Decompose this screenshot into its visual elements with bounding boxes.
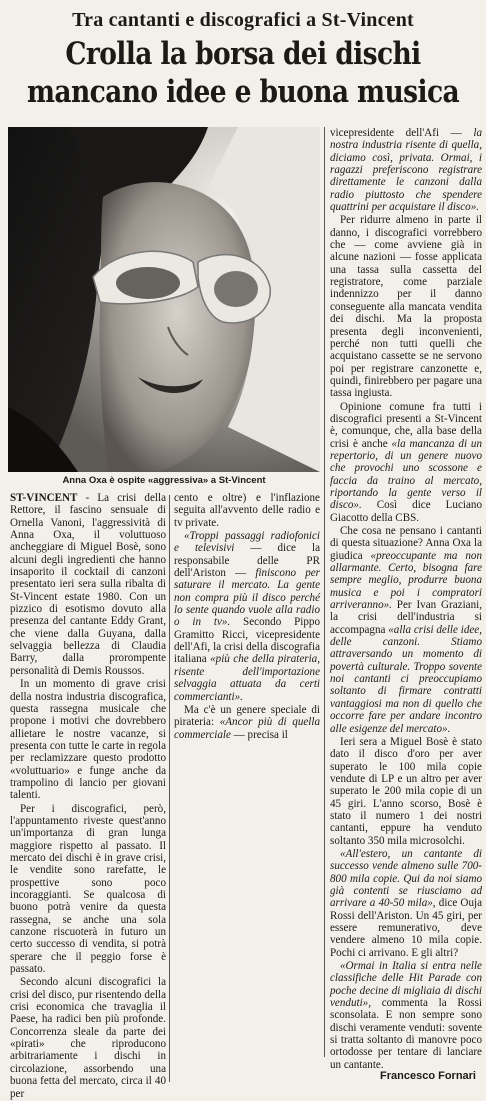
article-kicker: Tra cantanti e discografici a St-Vincent: [72, 9, 414, 31]
paragraph: [330, 525, 482, 735]
quote-text: «più che della pirateria, risente dell'importazione selvaggia attuata da certi commercianti».: [174, 653, 320, 703]
quote-text: finiscono per saturare il mercato. La gente non compra più il disco perché lo sente quando vuole alla radio o in tv».: [174, 567, 320, 629]
headline-line-2: mancano idee e buona musica: [26, 73, 460, 111]
paragraph: [174, 704, 320, 741]
photo-caption: Anna Oxa è ospite «aggressiva» a St-Vincent: [8, 472, 320, 490]
paragraph: [330, 127, 482, 213]
article-column-3: [330, 127, 482, 1072]
article-column-1: [10, 492, 166, 1101]
paragraph: Per ridurre almeno in parte il danno, i discografici vorrebbero che — come avviene già in alcune nazioni — fosse applicata una tassa sulla cassetta del registratore, come parziale indennizzo per il danno conseguente alla mancata vendita dei dischi. Ma la proposta presenta degli inconvenienti, perché non tutti quelli che acquistano cassette se ne servono poi per registrare canzonette e, quindi, finirebbero per pagare una tassa ingiusta.: [330, 214, 482, 400]
paragraph-text: dice Ouja Rossi dell'Ariston. Un 45 giri, per essere remunerativo, deve vendere almeno 10 mila copie. Pochi ci arrivano. E gli altri?: [330, 897, 483, 959]
paragraph: [330, 848, 482, 959]
paragraph-text: Così dice Luciano Giacotto della CBS.: [330, 499, 482, 524]
paragraph: Per i discografici, però, l'appuntamento riveste quest'anno un'importanza di gran lunga maggiore rispetto al passato. Il mercato dei dischi è in grave crisi, le vendite sono rarefatte, le prospettive sono poco incoraggianti. Se qualcosa di buono potrà venire da questa rassegna, se anche una sola canzone riscuoterà in futuro un certo successo di vendita, si potrà sperare che il peggio forse è passato.: [10, 802, 166, 976]
paragraph: [330, 401, 482, 524]
headline-block: [10, 32, 476, 124]
portrait-photo: [8, 127, 320, 472]
paragraph-text: Opinione comune fra tutti i discografici presenti a St-Vincent è, comunque, che, alla base della crisi è anche: [330, 400, 482, 450]
article-body: [8, 127, 483, 1100]
quote-text: la nostra industria risente di quella, diciamo così, privata. Ormai, i ragazzi preferiscono registrare direttamente le canzoni dalla radio piuttosto che spendere quattrini per acquistare il disco».: [330, 127, 482, 214]
author-byline: Francesco Fornari: [380, 1070, 476, 1082]
paragraph-text: Secondo Pippo Gramitto Ricci, vicepresidente dell'Afi, la crisi della discografia italiana: [174, 616, 320, 666]
paragraph: [10, 492, 166, 677]
quote-text: «All'estero, un cantante di successo vende almeno sulle 700-800 mila copie. Qui da noi siamo già contenti se riusciamo ad arrivare a 40-50 mila»,: [330, 847, 482, 910]
paragraph-text: - La crisi della Rettore, il fascino sensuale di Ornella Vanoni, l'aggressività di Anna Oxa, il voluttuoso ancheggiare di Miguel Bosè, sono alcuni degli ingredienti che hanno insaporito il cocktail di canzoni presentato ieri sera sulla ribalta di St-Vincent estate 1980. Con un pizzico di esotismo dovuto alla presenza del cantante Eddy Grant, che viene dalla Guyana, dalla selvaggia bellezza di Claudia Barry, dalla prorompente personalità di Demis Roussos.: [10, 492, 166, 677]
paragraph-text: Per Ivan Graziani, la crisi dell'industria si accompagna: [330, 599, 482, 636]
photo-sunglasses-icon: [8, 127, 320, 472]
paragraph-text: — dice la responsabile delle PR dell'Ariston —: [174, 542, 320, 580]
quote-text: «Ancor più di quella commerciale: [174, 716, 321, 741]
paragraph-text: Ma c'è un genere speciale di pirateria:: [174, 703, 320, 729]
paragraph: Ieri sera a Miguel Bosè è stato dato il disco d'oro per aver superato le 100 mila copie vendute di LP e un altro per aver superato le 200 mila copie di un 45 giri. L'anno scorso, Bosè è stato il numero 1 dei nostri cantanti, eppure ha venduto soltanto 350 mila microsolchi.: [330, 735, 482, 847]
dateline: ST-VINCENT: [10, 492, 78, 504]
paragraph: cento e oltre) e l'inflazione seguita all'avvento delle radio e tv private.: [174, 492, 320, 529]
quote-text: «Ormai in Italia si entra nelle classifiche delle Hit Parade con poche decine di migliaia di dischi venduti»,: [330, 960, 482, 1010]
paragraph-text: — precisa il: [230, 728, 288, 741]
paragraph: In un momento di grave crisi della nostra industria discografica, questa rassegna musicale che propone i motivi che dovrebbero allietare le nostre vacanze, si presenta con tutte le carte in regola per reclamizzare questo prodotto «voluttuario» e funge anche da trampolino di lancio per giovani talenti.: [10, 678, 166, 802]
quote-text: «la mancanza di un repertorio, di un genere nuovo che provochi uno scossone e faccia da traino al mercato, riportando la gente verso il disco».: [330, 437, 482, 512]
headline-line-1: Crolla la borsa dei dischi: [65, 35, 421, 73]
paragraph: [330, 960, 482, 1071]
paragraph-text: commenta la Rossi sconsolata. E non sempre sono dischi veramente venduti: sovente si tratta soltanto di manovre poco ortodosse per tentare di lanciare un cantante.: [330, 997, 482, 1071]
quote-text: «Troppi passaggi radiofonici e televisivi: [174, 530, 320, 555]
quote-text: «alla crisi delle idee, delle canzoni. Stiamo attraversando un momento di povertà culturale. Troppo sovente noi cantanti ci preoccupiamo soltanto di firmare contratti vantaggiosi ma non di quello che occorre fare per andare incontro alle esigenze del mercato».: [330, 623, 482, 735]
paragraph: [174, 530, 320, 703]
article-column-2: [174, 492, 320, 742]
column-divider-2: [324, 127, 325, 1057]
column-divider-1: [169, 495, 170, 1082]
quote-text: «preoccupante ma non allarmante. Certo, bisogna fare sempre meglio, produrre buona musica e poi i compratori arriveranno».: [330, 549, 482, 612]
paragraph-text: Che cosa ne pensano i cantanti di questa situazione? Anna Oxa la giudica: [330, 525, 482, 562]
paragraph: Secondo alcuni discografici la crisi del disco, pur risentendo della crisi economica che travaglia il Paese, ha radici ben più profonde. Concorrenza sleale da parte dei «pirati» che riproducono arbitrariamente i dischi in circolazione, assorbendo una buona fetta del mercato, circa il 40 per: [10, 976, 166, 1100]
paragraph-text: vicepresidente dell'Afi —: [330, 127, 474, 139]
